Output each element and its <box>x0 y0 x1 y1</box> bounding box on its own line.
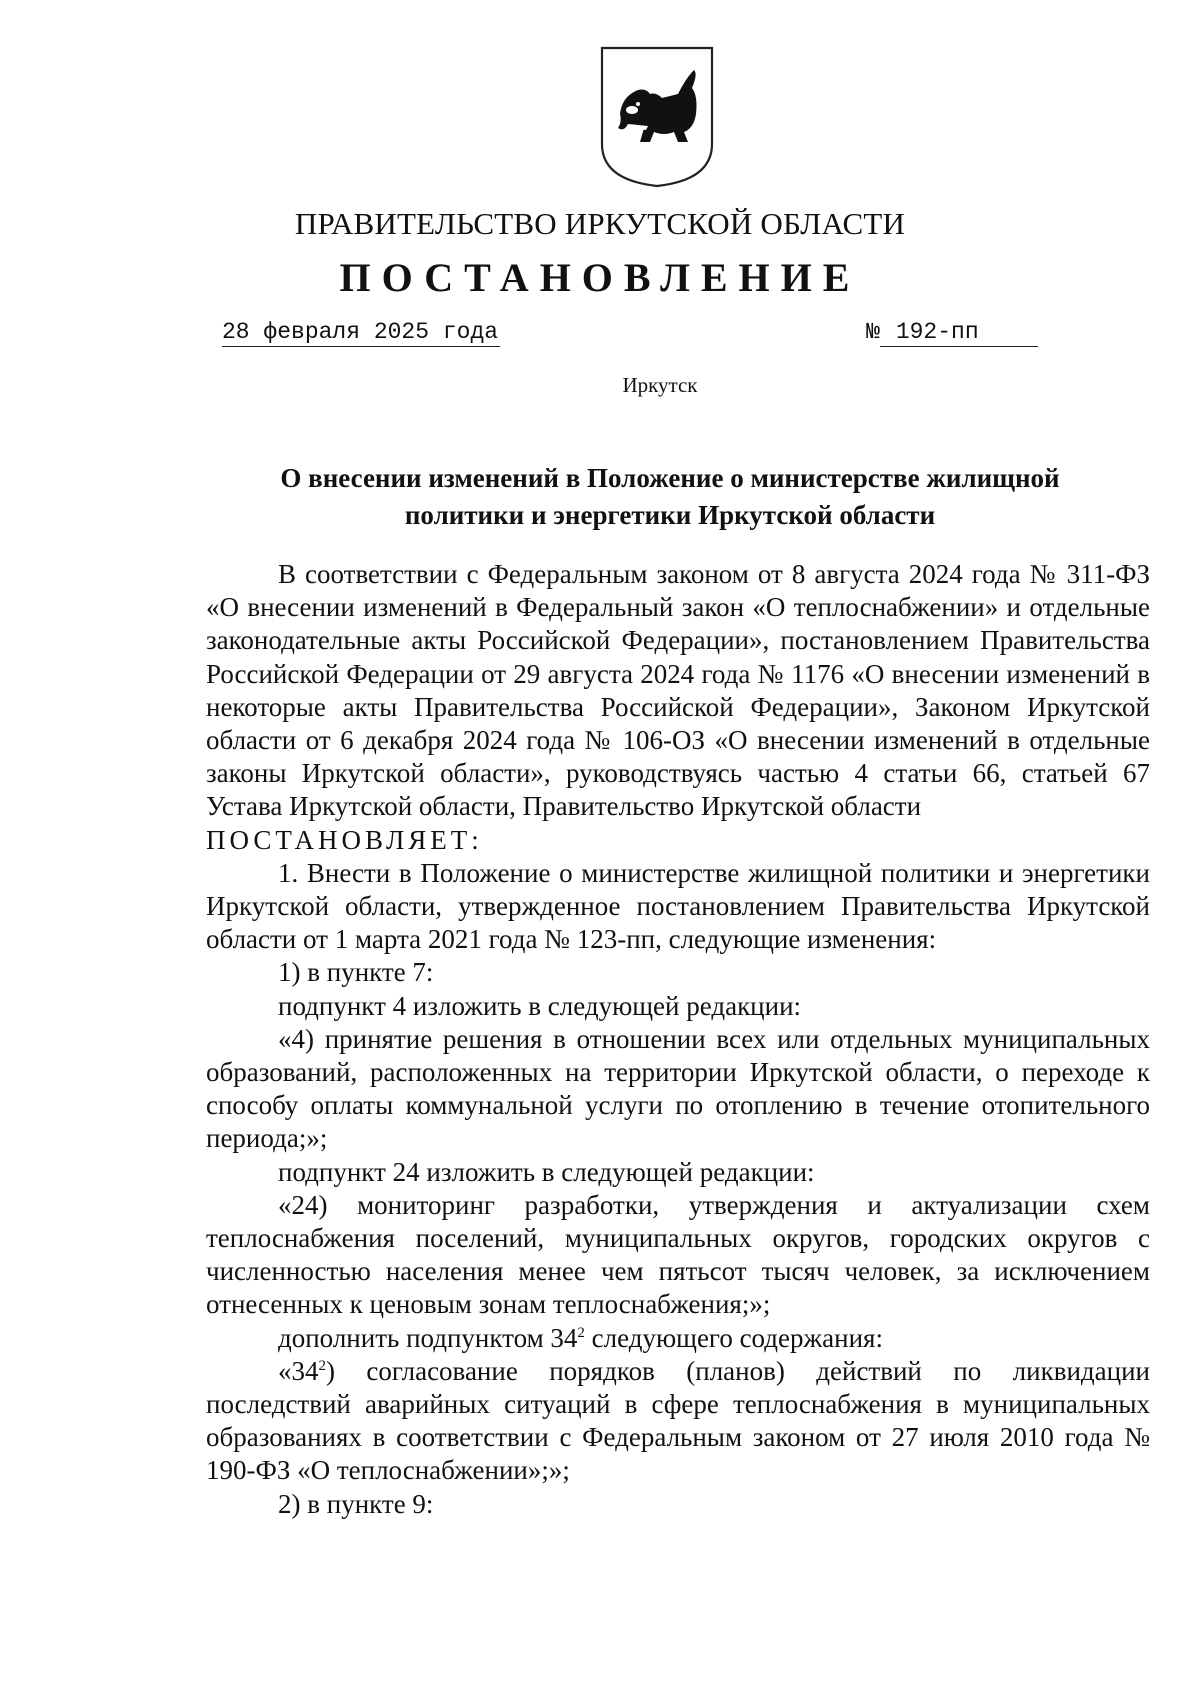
subitem-1b-text: «24) мониторинг разработки, утверждения и актуализации схем теплоснабжения поселений, муниципальных округов, городских округов с численностью населения менее чем пятьсот тысяч человек, за исключением отнесенных к ценовым зонам теплоснабжения;»; <box>206 1189 1150 1320</box>
irkutsk-coat-of-arms-icon <box>598 44 716 190</box>
subitem-1c-heading-post: следующего содержания: <box>584 1322 883 1353</box>
document-body <box>206 558 1150 1521</box>
title-line-2: политики и энергетики Иркутской области <box>404 500 936 530</box>
subitem-1a-heading: подпункт 4 изложить в следующей редакции: <box>278 990 802 1021</box>
number-value: 192-пп <box>880 318 1038 347</box>
subitem-2-heading: 2) в пункте 9: <box>278 1488 434 1519</box>
decree-word: ПОСТАНОВЛЯЕТ: <box>206 824 483 855</box>
subitem-1a-text: «4) принятие решения в отношении всех или отдельных муниципальных образований, расположенных на территории Иркутской области, о переходе к способу оплаты коммунальной услуги по отоплению в течение отопительного периода;»; <box>206 1023 1150 1154</box>
government-name: ПРАВИТЕЛЬСТВО ИРКУТСКОЙ ОБЛАСТИ <box>294 206 906 241</box>
subitem-1c-text-pre: «34 <box>278 1355 319 1386</box>
number-sign: № <box>866 319 880 345</box>
subitem-1c-heading-sup: 2 <box>577 1324 585 1341</box>
subitem-1c-text-sup: 2 <box>318 1357 326 1374</box>
subitem-1c-heading-pre: дополнить подпунктом 34 <box>278 1322 578 1353</box>
subitem-1c-heading <box>206 1322 1150 1355</box>
city: Иркутск <box>622 373 698 397</box>
document-number <box>866 318 1038 347</box>
subitem-1c-text <box>206 1355 1150 1488</box>
document-title <box>240 460 1100 534</box>
subitem-1b-heading: подпункт 24 изложить в следующей редакции: <box>278 1156 815 1187</box>
document-type: ПОСТАНОВЛЕНИЕ <box>339 255 861 300</box>
preamble-paragraph: В соответствии с Федеральным законом от 8 августа 2024 года № 311-ФЗ «О внесении изменений в Федеральный закон «О теплоснабжении» и отдельные законодательные акты Российской Федерации», постановлением Правительства Российской Федерации от 29 августа 2024 года № 1176 «О внесении изменений в некоторые акты Правительства Российской Федерации», Законом Иркутской области от 6 декабря 2024 года № 106-ОЗ «О внесении изменений в отдельные законы Иркутской области», руководствуясь частью 4 статьи 66, статьей 67 Устава Иркутской области, Правительство Иркутской области <box>206 559 1150 822</box>
title-line-1: О внесении изменений в Положение о министерстве жилищной <box>280 463 1060 493</box>
document-date: 28 февраля 2025 года <box>222 319 499 345</box>
item-1-paragraph: 1. Внести в Положение о министерстве жилищной политики и энергетики Иркутской области, утвержденное постановлением Правительства Иркутской области от 1 марта 2021 года № 123-пп, следующие изменения: <box>206 857 1150 955</box>
subitem-1c-text-post: ) согласование порядков (планов) действий по ликвидации последствий аварийных ситуаций в сфере теплоснабжения в муниципальных образованиях в соответствии с Федеральным законом от 27 июля 2010 года № 190-ФЗ «О теплоснабжении»;»; <box>206 1355 1150 1486</box>
subitem-1-heading: 1) в пункте 7: <box>278 957 434 988</box>
